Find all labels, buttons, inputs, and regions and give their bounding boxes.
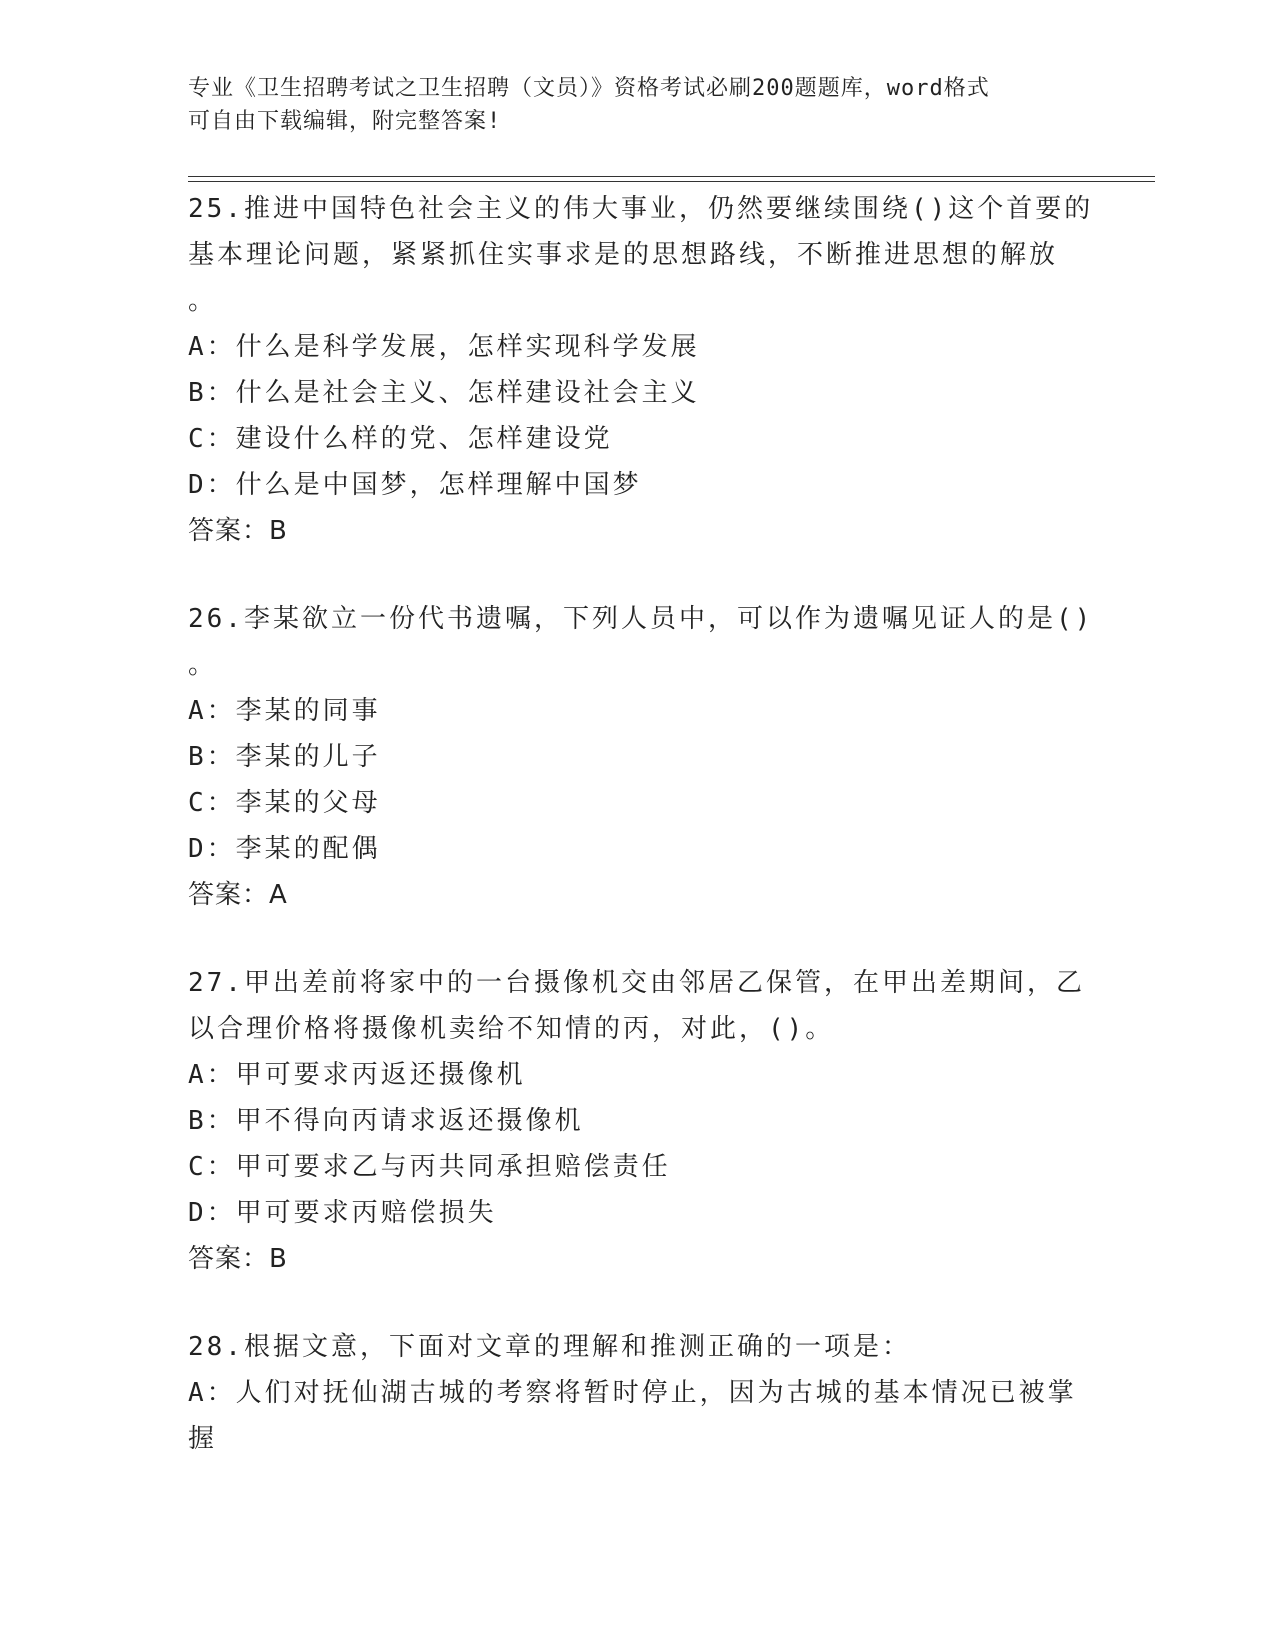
question-text-line: 26.李某欲立一份代书遗嘱，下列人员中，可以作为遗嘱见证人的是() <box>188 604 1094 634</box>
question-text-line: 25.推进中国特色社会主义的伟大事业，仍然要继续围绕()这个首要的 <box>188 194 1094 224</box>
question-text-line: 。 <box>188 650 218 680</box>
option-b: B：李某的儿子 <box>188 742 381 772</box>
option-d: D：什么是中国梦，怎样理解中国梦 <box>188 470 642 500</box>
header-divider-top <box>188 176 1155 177</box>
option-a: A：李某的同事 <box>188 696 381 726</box>
header-line-1: 专业《卫生招聘考试之卫生招聘（文员）》资格考试必刷200题题库，word格式 <box>188 76 990 101</box>
question-text-line: 27.甲出差前将家中的一台摄像机交由邻居乙保管，在甲出差期间，乙 <box>188 968 1085 998</box>
header-divider-bottom <box>188 181 1155 182</box>
option-a: A：甲可要求丙返还摄像机 <box>188 1060 526 1090</box>
question-text-line: 基本理论问题，紧紧抓住实事求是的思想路线，不断推进思想的解放 <box>188 240 1059 270</box>
question-26 <box>188 596 1094 918</box>
option-d: D：甲可要求丙赔偿损失 <box>188 1198 497 1228</box>
answer: 答案：B <box>188 516 288 546</box>
question-27 <box>188 960 1088 1282</box>
option-b: B：甲不得向丙请求返还摄像机 <box>188 1106 584 1136</box>
document-header <box>188 72 1088 138</box>
option-d: D：李某的配偶 <box>188 834 381 864</box>
option-c: C：建设什么样的党、怎样建设党 <box>188 424 613 454</box>
answer: 答案：A <box>188 880 288 910</box>
option-a: A：什么是科学发展，怎样实现科学发展 <box>188 332 700 362</box>
question-25 <box>188 186 1094 554</box>
question-text-line: 以合理价格将摄像机卖给不知情的丙，对此，()。 <box>188 1014 835 1044</box>
question-28 <box>188 1324 1088 1462</box>
option-b: B：什么是社会主义、怎样建设社会主义 <box>188 378 700 408</box>
option-a: A：人们对抚仙湖古城的考察将暂时停止，因为古城的基本情况已被掌 <box>188 1378 1077 1408</box>
option-a-continued: 握 <box>188 1424 218 1454</box>
question-text-line: 。 <box>188 286 218 316</box>
option-c: C：甲可要求乙与丙共同承担赔偿责任 <box>188 1152 671 1182</box>
option-c: C：李某的父母 <box>188 788 381 818</box>
answer: 答案：B <box>188 1244 288 1274</box>
question-text-line: 28.根据文意，下面对文章的理解和推测正确的一项是： <box>188 1332 911 1362</box>
question-list <box>188 186 1094 1462</box>
header-line-2: 可自由下载编辑，附完整答案! <box>188 109 502 134</box>
